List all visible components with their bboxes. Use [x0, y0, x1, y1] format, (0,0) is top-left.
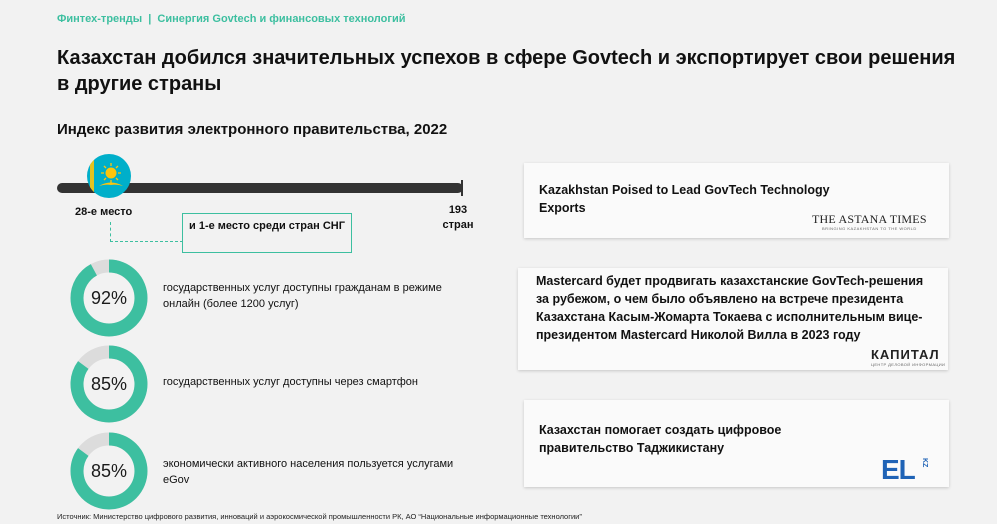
- donut-smartphone-services: [68, 343, 150, 425]
- news-headline: Mastercard будет продвигать казахстанские GovTech-решения за рубежом, о чем было объявлено на встрече президента Казахстана Касым-Жомарта Токаева с исполнительным вице-президентом Mastercard Николой Вилла в 2023 году: [536, 274, 924, 342]
- breadcrumb-topic: Синергия Govtech и финансовых технологий: [157, 13, 406, 25]
- kapital-tagline: ЦЕНТР ДЕЛОВОЙ ИНФОРМАЦИИ: [871, 362, 946, 367]
- breadcrumb: [57, 13, 405, 25]
- news-card-astana-times[interactable]: [524, 163, 949, 238]
- donut-value: 85%: [90, 460, 128, 481]
- astana-times-tagline: BRINGING KAZAKHSTAN TO THE WORLD: [821, 226, 917, 231]
- kapital-logo: [871, 347, 945, 367]
- astana-times-logo-text: THE ASTANA TIMES: [812, 212, 927, 226]
- index-subtitle: Индекс развития электронного правительства, 2022: [57, 121, 448, 138]
- total-countries-unit: стран: [442, 219, 474, 231]
- donut-value: 85%: [90, 373, 128, 394]
- kapital-logo-text: КАПИТАЛ: [871, 347, 940, 362]
- page-title: Казахстан добился значительных успехов в сфере Govtech и экспортирует свои решения в другие страны: [57, 47, 956, 95]
- astana-times-logo: [812, 212, 927, 231]
- total-countries-number: 193: [448, 204, 468, 216]
- donut-value: 92%: [90, 287, 128, 308]
- kazakhstan-rank: 28-е место: [75, 206, 133, 218]
- total-countries: [436, 203, 480, 233]
- stat-description: экономически активного населения пользуется услугами eGov: [163, 458, 454, 486]
- stat-description: государственных услуг доступны через смартфон: [163, 376, 418, 388]
- breadcrumb-section: Финтех-тренды: [57, 13, 143, 25]
- news-card-el-kz[interactable]: [524, 400, 949, 487]
- donut-online-services: [68, 257, 150, 339]
- kazakhstan-flag-icon: [87, 154, 131, 198]
- stat-description: государственных услуг доступны гражданам в режиме онлайн (более 1200 услуг): [163, 282, 442, 310]
- cis-rank-callout: и 1-е место среди стран СНГ: [182, 213, 352, 253]
- el-kz-logo: [881, 456, 931, 486]
- news-headline: Казахстан помогает создать цифровое правительство Таджикистану: [539, 423, 782, 455]
- source-note: Источник: Министерство цифрового развития, инноваций и аэрокосмической промышленности РК, АО “Национальные информационные технологии”: [57, 512, 582, 521]
- cis-connector-line: [110, 222, 183, 242]
- breadcrumb-separator: |: [148, 13, 152, 25]
- el-logo-text: EL: [881, 454, 915, 485]
- timeline-end-tick: [461, 180, 463, 196]
- news-card-kapital[interactable]: [518, 268, 948, 370]
- news-headline: Kazakhstan Poised to Lead GovTech Technology Exports: [539, 183, 830, 215]
- el-logo-suffix: KZ: [921, 458, 928, 468]
- donut-egov-users: [68, 430, 150, 512]
